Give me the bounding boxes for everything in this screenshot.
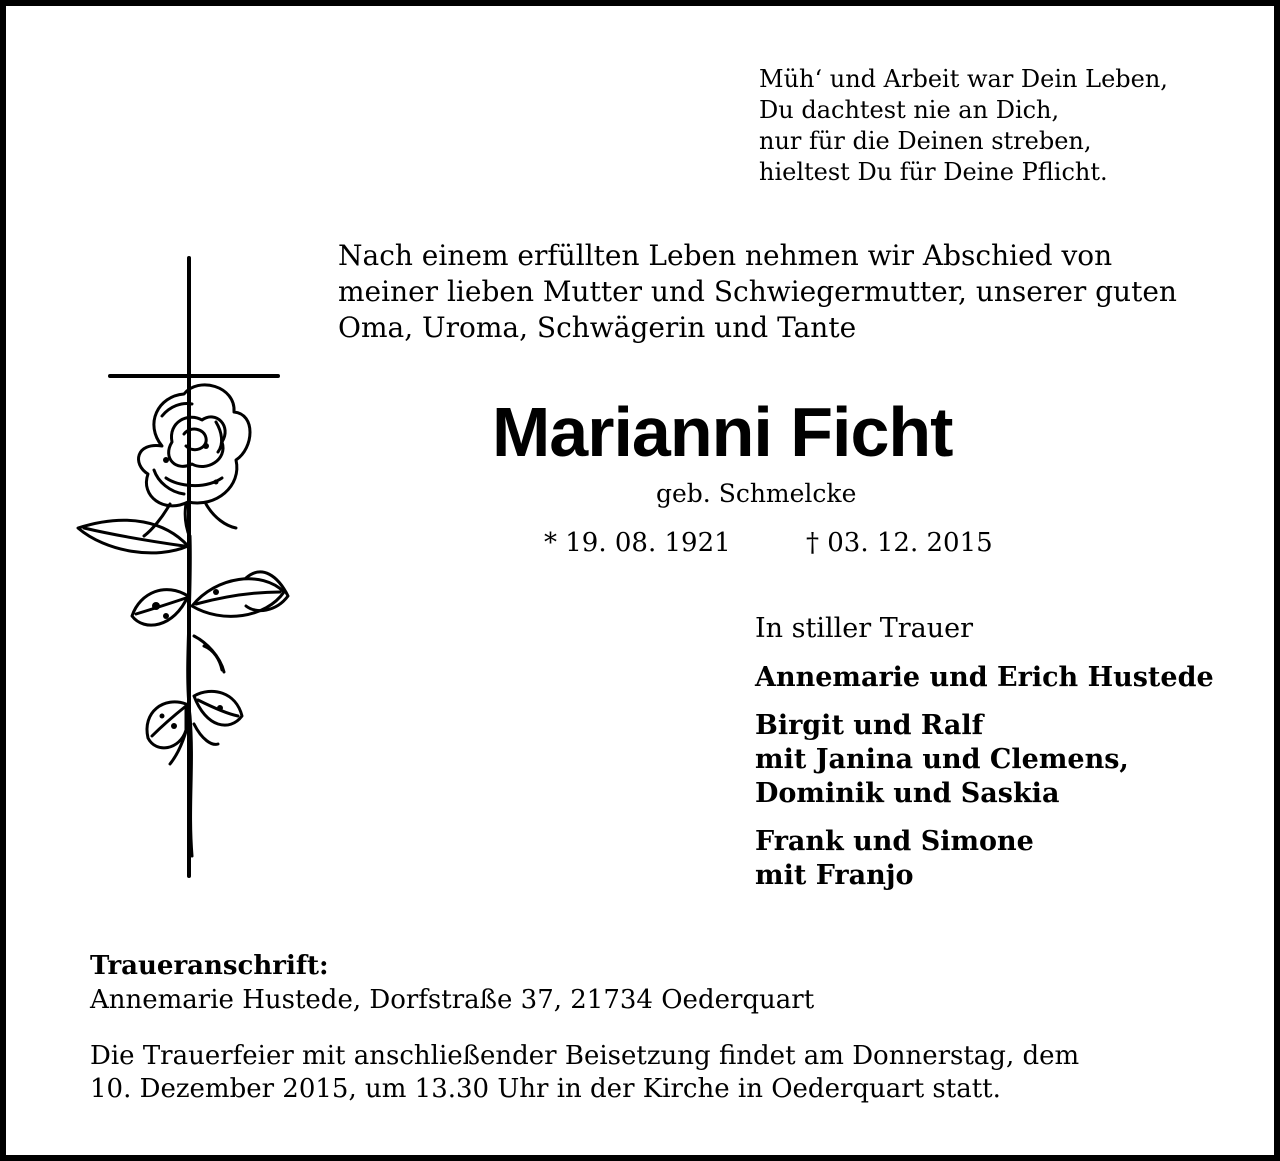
address-label: Traueranschrift:	[90, 951, 329, 981]
service-line: Die Trauerfeier mit anschließender Beisetzung findet am Donnerstag, dem	[90, 1041, 1080, 1071]
mourner-group	[755, 709, 1214, 811]
intro-line: Nach einem erfüllten Leben nehmen wir Abschied von	[338, 239, 1113, 272]
mourning-heading: In stiller Trauer	[755, 613, 974, 644]
poem-line: hieltest Du für Deine Pflicht.	[759, 158, 1108, 186]
poem	[759, 64, 1168, 188]
mourner-group	[755, 825, 1214, 893]
mourner-line: Frank und Simone	[755, 826, 1034, 857]
mourner-line: Birgit und Ralf	[755, 710, 984, 741]
deceased-name: Marianni Ficht	[492, 393, 953, 471]
cross-with-rose-icon	[66, 246, 306, 886]
service-line: 10. Dezember 2015, um 13.30 Uhr in der Kirche in Oederquart statt.	[90, 1074, 1001, 1104]
poem-line: Müh‘ und Arbeit war Dein Leben,	[759, 65, 1168, 93]
mourner-list	[755, 661, 1214, 907]
poem-line: Du dachtest nie an Dich,	[759, 96, 1060, 124]
mourner-line: mit Janina und Clemens,	[755, 744, 1129, 775]
birth-date: * 19. 08. 1921	[544, 528, 731, 558]
address-text: Annemarie Hustede, Dorfstraße 37, 21734 Oederquart	[90, 985, 815, 1015]
mourner-group	[755, 661, 1214, 695]
death-date: † 03. 12. 2015	[806, 528, 993, 558]
mourner-line: Dominik und Saskia	[755, 778, 1060, 809]
service-info	[90, 1040, 1079, 1106]
poem-line: nur für die Deinen streben,	[759, 127, 1092, 155]
maiden-name: geb. Schmelcke	[656, 479, 857, 508]
mourner-line: Annemarie und Erich Hustede	[755, 662, 1214, 693]
intro-text	[338, 238, 1177, 346]
intro-line: Oma, Uroma, Schwägerin und Tante	[338, 311, 857, 344]
mourner-line: mit Franjo	[755, 860, 914, 891]
intro-line: meiner lieben Mutter und Schwiegermutter, unserer guten	[338, 275, 1177, 308]
